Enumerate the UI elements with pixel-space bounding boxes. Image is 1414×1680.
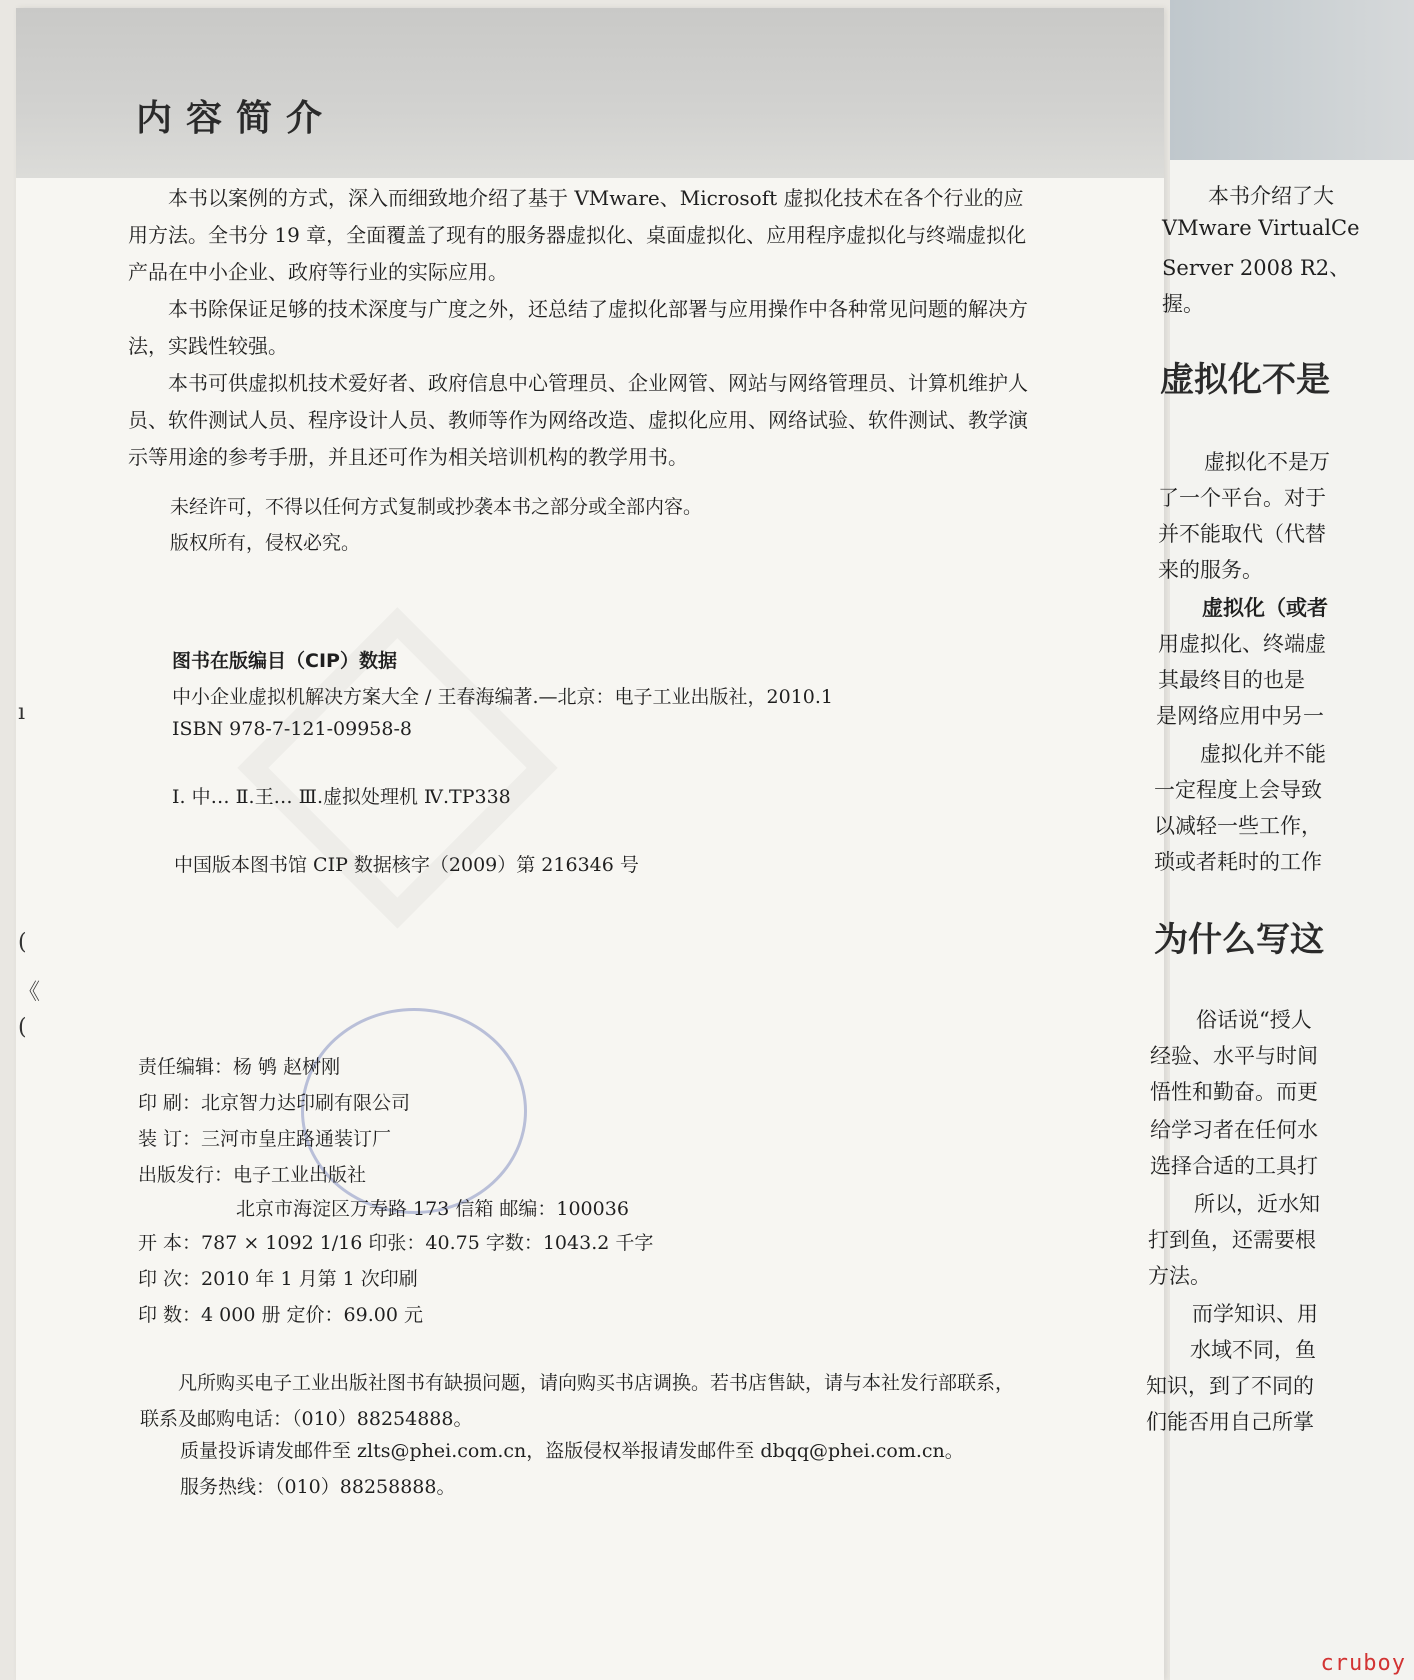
- right-text-line: 虚拟化（或者: [1202, 595, 1328, 620]
- rights-reserved: 版权所有，侵权必究。: [170, 532, 361, 554]
- order-phone: 联系及邮购电话：（010）88254888。: [140, 1408, 473, 1430]
- right-text-line: 所以，近水知: [1194, 1192, 1320, 1216]
- right-text-line: 方法。: [1148, 1264, 1211, 1288]
- cip-isbn: ISBN 978-7-121-09958-8: [172, 718, 412, 740]
- colophon-print-run: 印 数：4 000 册 定价：69.00 元: [138, 1304, 423, 1326]
- purchase-notice: 凡所购买电子工业出版社图书有缺损问题，请向购买书店调换。若书店售缺，请与本社发行部联系，: [178, 1372, 1015, 1394]
- intro-paragraph: 本书可供虚拟机技术爱好者、政府信息中心管理员、企业网管、网站与网络管理员、计算机维护人员、软件测试人员、程序设计人员、教师等作为网络改造、虚拟化应用、网络试验、软件测试、教学演示等用途的参考手册，并且还可作为相关培训机构的教学用书。: [128, 371, 1028, 469]
- cip-number: 中国版本图书馆 CIP 数据核字（2009）第 216346 号: [174, 854, 639, 876]
- colophon-printer: 印 刷：北京智力达印刷有限公司: [138, 1092, 411, 1114]
- right-text-line: 悟性和勤奋。而更: [1150, 1080, 1318, 1104]
- colophon-format: 开 本：787 × 1092 1/16 印张：40.75 字数：1043.2 千字: [138, 1232, 654, 1254]
- margin-mark: (: [18, 930, 27, 955]
- right-text-line: 并不能取代（代替: [1158, 522, 1326, 546]
- right-text-line: 用虚拟化、终端虚: [1158, 632, 1326, 656]
- copyright-notice: 未经许可，不得以任何方式复制或抄袭本书之部分或全部内容。: [170, 496, 703, 518]
- right-text-line: 一定程度上会导致: [1154, 778, 1322, 802]
- right-text-line: Server 2008 R2、: [1162, 256, 1351, 280]
- cip-heading: 图书在版编目（CIP）数据: [172, 650, 397, 672]
- right-text-line: 水域不同，鱼: [1190, 1338, 1316, 1362]
- intro-paragraph: 本书除保证足够的技术深度与广度之外，还总结了虚拟化部署与应用操作中各种常见问题的解决方法，实践性较强。: [128, 297, 1028, 358]
- margin-mark: ı: [18, 700, 26, 725]
- right-text-line: VMware VirtualCe: [1162, 216, 1360, 240]
- right-text-line: 而学知识、用: [1192, 1302, 1318, 1326]
- cip-book-line: 中小企业虚拟机解决方案大全 / 王春海编著.—北京：电子工业出版社，2010.1: [172, 686, 834, 708]
- right-text-line: 打到鱼，还需要根: [1148, 1228, 1316, 1252]
- right-text-line: 琐或者耗时的工作: [1154, 850, 1322, 874]
- right-text-line: 虚拟化并不能: [1200, 742, 1326, 766]
- right-heading: 为什么写这: [1154, 920, 1324, 960]
- right-text-line: 本书介绍了大: [1208, 184, 1334, 208]
- margin-mark: (: [18, 1015, 27, 1040]
- right-text-line: 以减轻一些工作，: [1154, 814, 1322, 838]
- colophon-binder: 装 订：三河市皇庄路通装订厂: [138, 1128, 392, 1150]
- right-text-line: 知识，到了不同的: [1146, 1374, 1314, 1398]
- colophon-edition: 印 次：2010 年 1 月第 1 次印刷: [138, 1268, 418, 1290]
- complaint-email: 质量投诉请发邮件至 zlts@phei.com.cn，盗版侵权举报请发邮件至 dbqq@phei.com.cn。: [180, 1440, 964, 1462]
- margin-mark: 《: [18, 980, 41, 1005]
- colophon-address: 北京市海淀区万寿路 173 信箱 邮编：100036: [236, 1198, 629, 1220]
- scanner-signature: cruboy: [1320, 1651, 1406, 1676]
- right-text-line: 经验、水平与时间: [1150, 1044, 1318, 1068]
- intro-text: [128, 180, 1038, 476]
- right-heading: 虚拟化不是: [1160, 360, 1330, 400]
- right-text-line: 来的服务。: [1158, 558, 1263, 582]
- right-text-line: 选择合适的工具打: [1150, 1154, 1318, 1178]
- right-text-line: 其最终目的也是: [1158, 668, 1305, 692]
- right-text-line: 了一个平台。对于: [1158, 486, 1326, 510]
- cip-classification: Ⅰ. 中… Ⅱ.王… Ⅲ.虚拟处理机 Ⅳ.TP338: [172, 786, 511, 808]
- left-page: [16, 8, 1164, 1680]
- colophon-publisher: 出版发行：电子工业出版社: [138, 1164, 367, 1186]
- service-hotline: 服务热线：（010）88258888。: [180, 1476, 456, 1498]
- page-title: 内容简介: [136, 98, 337, 139]
- right-page: [1146, 0, 1414, 1680]
- right-text-line: 俗话说“授人: [1196, 1008, 1312, 1032]
- right-text-line: 虚拟化不是万: [1204, 450, 1330, 474]
- right-header-band: [1170, 0, 1414, 160]
- colophon-editor: 责任编辑：杨 鸲 赵树刚: [138, 1056, 341, 1078]
- right-text-line: 是网络应用中另一: [1156, 704, 1324, 728]
- right-text-line: 握。: [1162, 292, 1204, 316]
- intro-paragraph: 本书以案例的方式，深入而细致地介绍了基于 VMware、Microsoft 虚拟化技术在各个行业的应用方法。全书分 19 章，全面覆盖了现有的服务器虚拟化、桌面虚拟化、应用程序虚拟化与终端虚拟化产品在中小企业、政府等行业的实际应用。: [128, 186, 1027, 284]
- right-text-line: 们能否用自己所掌: [1146, 1410, 1314, 1434]
- right-text-line: 给学习者在任何水: [1150, 1118, 1318, 1142]
